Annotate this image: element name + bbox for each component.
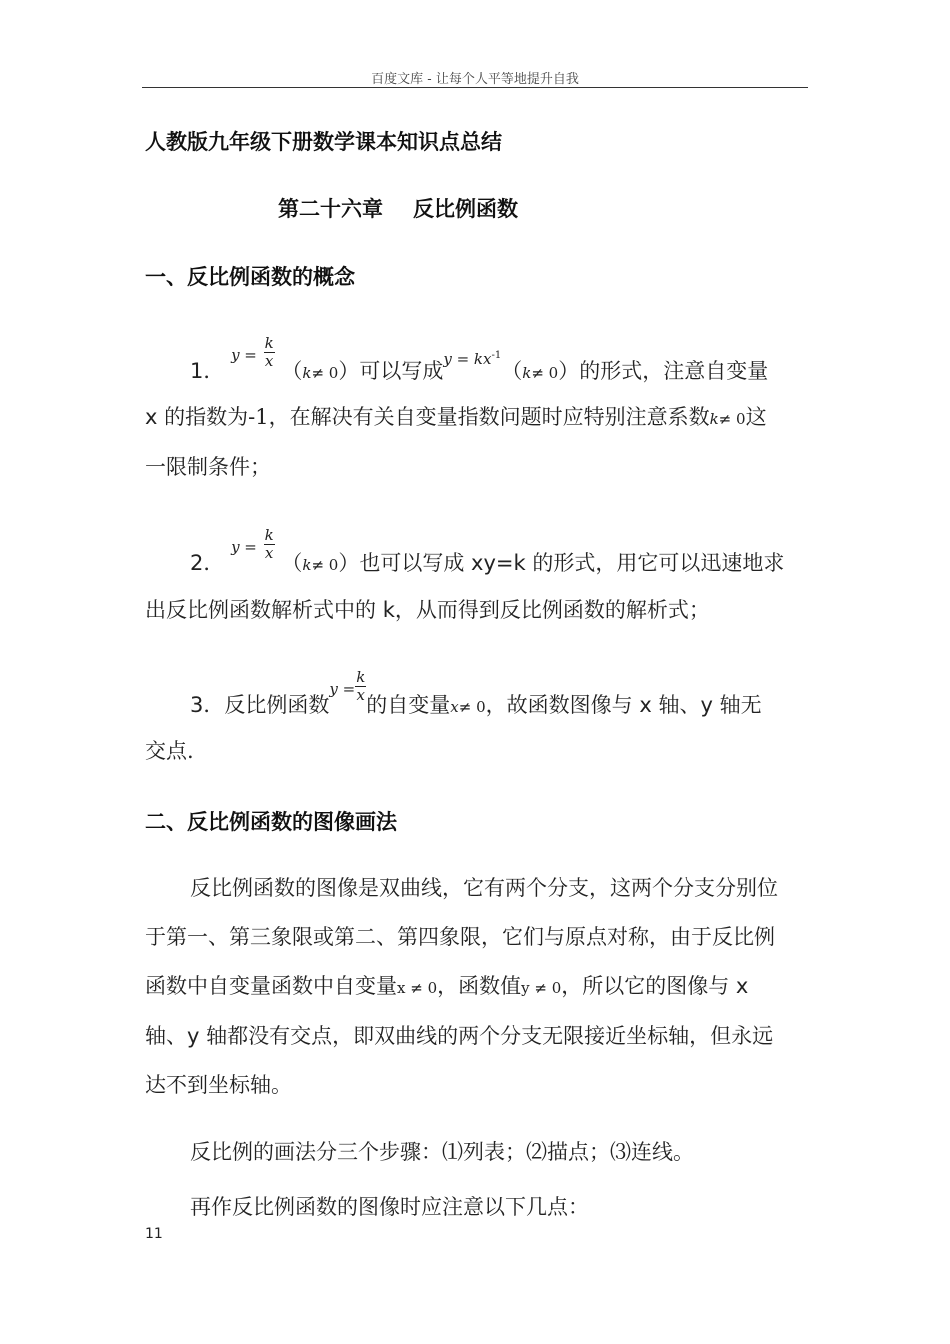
formula-power-form: y = kx-1 [443, 350, 502, 368]
item-number: 2． [190, 551, 225, 575]
graph-paragraph-line-4: 轴、y 轴都没有交点，即双曲线的两个分支无限接近坐标轴，但永远 [145, 1024, 774, 1048]
formula-fraction: $\frac{k}{x}$ [264, 334, 274, 370]
section-heading-concept: 一、反比例函数的概念 [145, 265, 355, 289]
graph-paragraph-line-5: 达不到坐标轴。 [145, 1073, 292, 1097]
document-title: 人教版九年级下册数学课本知识点总结 [145, 130, 502, 154]
page-header: 百度文库 - 让每个人平等地提升自我 [371, 72, 579, 87]
notes-intro-paragraph: 再作反比例函数的图像时应注意以下几点： [190, 1195, 589, 1219]
chapter-heading [278, 193, 518, 223]
graph-paragraph-line-1: 反比例函数的图像是双曲线，它有两个分支，这两个分支分别位 [190, 876, 778, 900]
concept-item-2-line-1: 2． y = $\frac{k}{x}$ （k≠ 0）也可以写成 xy=k 的形式，用它可以迅速地求 [190, 526, 785, 575]
chapter-title: 反比例函数 [413, 197, 518, 221]
item-number: 1． [190, 359, 225, 383]
concept-item-1-line-3: 一限制条件； [145, 455, 271, 479]
drawing-steps-paragraph: 反比例的画法分三个步骤：⑴列表；⑵描点；⑶连线。 [190, 1140, 694, 1164]
formula-fraction: $\frac{k}{x}$ [356, 668, 366, 704]
header-divider [142, 87, 808, 88]
item-text: 的形式，注意自变量 [579, 359, 769, 383]
concept-item-3-line-2: 交点. [145, 739, 194, 763]
graph-paragraph-line-2: 于第一、第三象限或第二、第四象限，它们与原点对称，由于反比例 [145, 925, 775, 949]
page-number: 11 [145, 1226, 163, 1242]
item-number: 3． [190, 693, 225, 717]
chapter-number: 第二十六章 [278, 197, 383, 221]
item-text: 可以写成 [359, 359, 444, 383]
concept-item-1-line-2: x 的指数为-1，在解决有关自变量指数问题时应特别注意系数k≠ 0这 [145, 405, 767, 429]
concept-item-3-line-1: 3．反比例函数y = $\frac{k}{x}$ 的自变量x≠ 0，故函数图像与 x 轴、y 轴无 [190, 668, 762, 717]
concept-item-2-line-2: 出反比例函数解析式中的 k，从而得到反比例函数的解析式； [145, 598, 710, 622]
concept-item-1-line-1: 1． y = $\frac{k}{x}$ （k≠ 0）可以写成$^{y = kx^{-1}}$（k≠ 0）的形式，注意自变量 [190, 334, 769, 383]
formula-lhs: y = [231, 346, 257, 364]
section-heading-graph: 二、反比例函数的图像画法 [145, 810, 397, 834]
graph-paragraph-line-3: 函数中自变量函数中自变量x ≠ 0，函数值y ≠ 0，所以它的图像与 x [145, 974, 749, 998]
formula-fraction: $\frac{k}{x}$ [264, 526, 274, 562]
